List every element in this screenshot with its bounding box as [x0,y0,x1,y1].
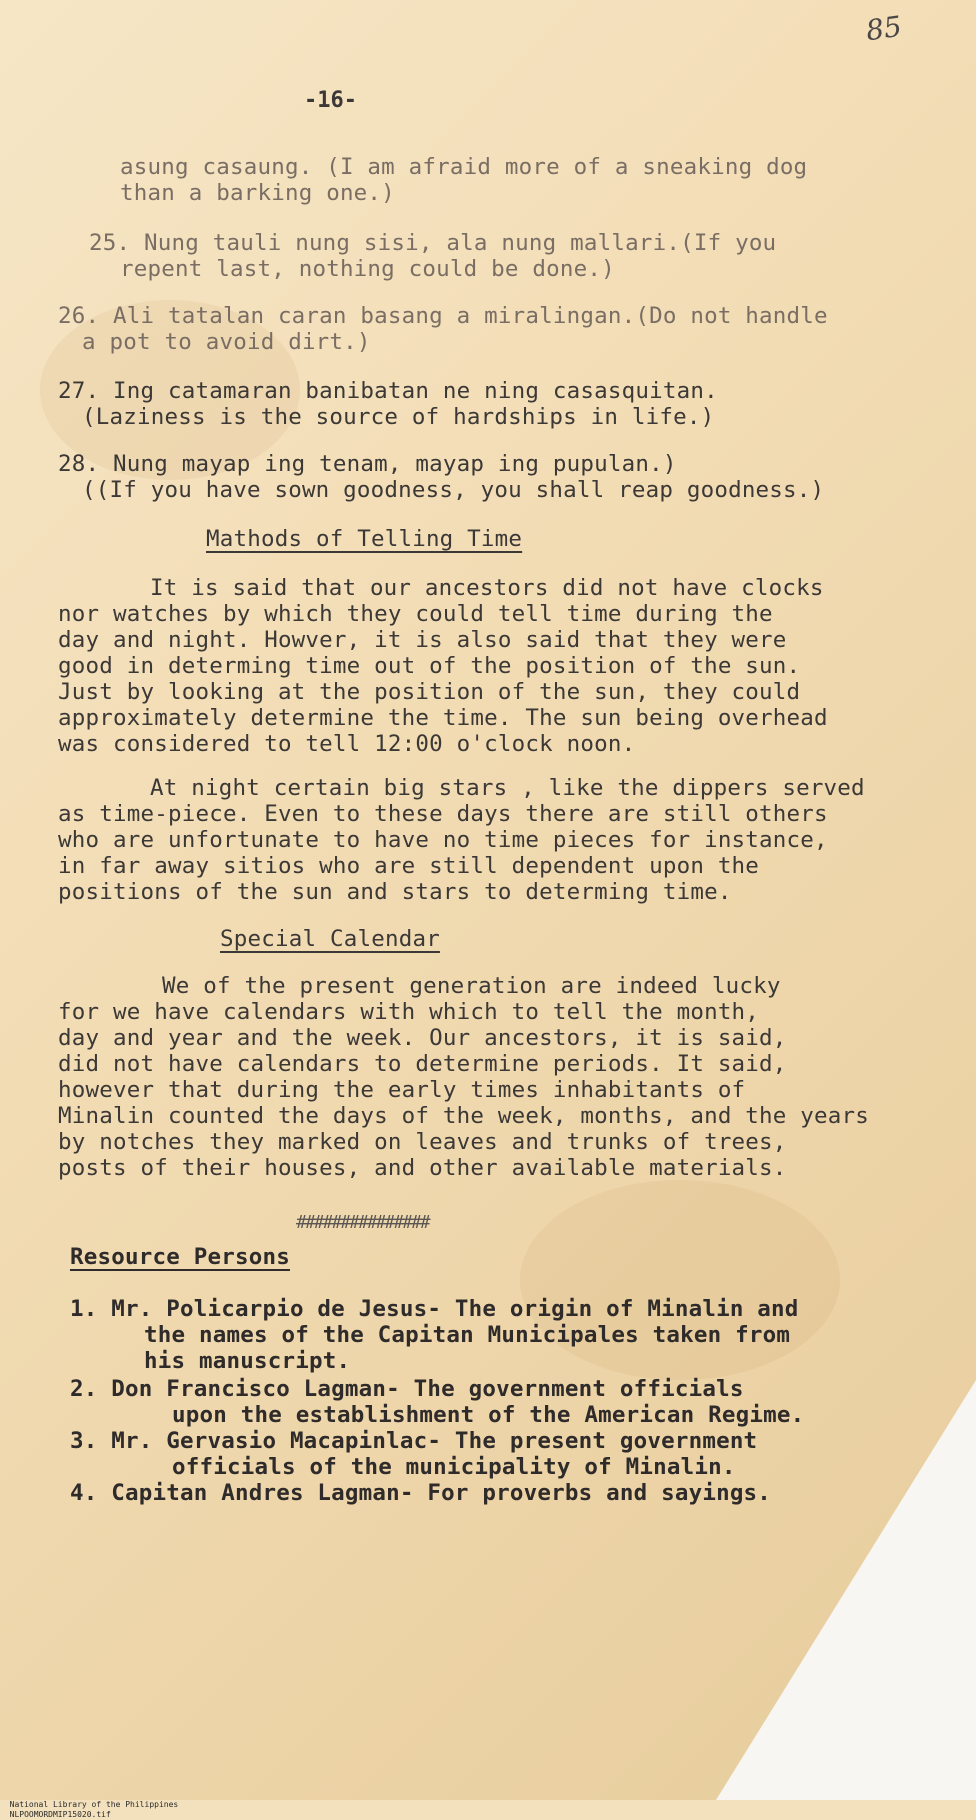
footer-filename: NLPOOMORDMIP15020.tif [9,1810,111,1819]
resource-line: 4. Capitan Andres Lagman- For proverbs and sayings. [70,1480,772,1506]
paragraph-line: as time-piece. Even to these days there are still others [58,801,828,827]
proverb-line: asung casaung. (I am afraid more of a sneaking dog [120,154,808,180]
paragraph-line: did not have calendars to determine periods. It said, [58,1051,787,1077]
proverb-line: 25. Nung tauli nung sisi, ala nung mallari.(If you [89,230,777,256]
paragraph-line: was considered to tell 12:00 o'clock noon. [58,731,636,757]
proverb-line: repent last, nothing could be done.) [120,256,615,282]
section-heading: Special Calendar [220,926,440,952]
proverb-line: 26. Ali tatalan caran basang a miralingan.(Do not handle [58,303,828,329]
paragraph-line: for we have calendars with which to tell the month, [58,999,760,1025]
paragraph-line: nor watches by which they could tell time during the [58,601,773,627]
resource-line: upon the establishment of the American Regime. [172,1402,805,1428]
paragraph-line: however that during the early times inhabitants of [58,1077,746,1103]
paragraph-line: It is said that our ancestors did not have clocks [150,575,824,601]
proverb-line: a pot to avoid dirt.) [82,329,371,355]
paragraph-line: Just by looking at the position of the sun, they could [58,679,801,705]
paragraph-line: day and year and the week. Our ancestors, it is said, [58,1025,787,1051]
paragraph-line: positions of the sun and stars to determing time. [58,879,732,905]
footer [0,1790,190,1820]
paragraph-line: approximately determine the time. The sun being overhead [58,705,828,731]
separator: ############### [296,1212,429,1233]
resource-heading: Resource Persons [70,1244,290,1270]
paragraph-line: in far away sitios who are still dependent upon the [58,853,760,879]
paragraph-line: day and night. Howver, it is also said that they were [58,627,787,653]
paragraph-line: We of the present generation are indeed lucky [162,973,781,999]
paper-stain [520,1180,840,1380]
proverb-line: 28. Nung mayap ing tenam, mayap ing pupulan.) [58,451,677,477]
page-number: -16- [304,88,357,113]
footer-library: National Library of the Philippines [9,1800,179,1809]
resource-line: 2. Don Francisco Lagman- The government officials [70,1376,744,1402]
paragraph-line: who are unfortunate to have no time pieces for instance, [58,827,828,853]
proverb-line: 27. Ing catamaran banibatan ne ning casasquitan. [58,378,718,404]
resource-line: 1. Mr. Policarpio de Jesus- The origin of Minalin and [70,1296,799,1322]
resource-line: officials of the municipality of Minalin. [172,1454,736,1480]
resource-line: his manuscript. [144,1348,351,1374]
resource-line: 3. Mr. Gervasio Macapinlac- The present government [70,1428,758,1454]
resource-line: the names of the Capitan Municipales taken from [144,1322,791,1348]
paragraph-line: Minalin counted the days of the week, months, and the years [58,1103,870,1129]
proverb-line: ((If you have sown goodness, you shall reap goodness.) [82,477,825,503]
paragraph-line: posts of their houses, and other available materials. [58,1155,787,1181]
proverb-line: than a barking one.) [120,180,395,206]
paragraph-line: good in determing time out of the position of the sun. [58,653,801,679]
margin-note: 85 [863,9,904,48]
proverb-line: (Laziness is the source of hardships in life.) [82,404,715,430]
paragraph-line: At night certain big stars , like the dippers served [150,775,865,801]
paragraph-line: by notches they marked on leaves and trunks of trees, [58,1129,787,1155]
section-heading: Mathods of Telling Time [206,526,523,552]
